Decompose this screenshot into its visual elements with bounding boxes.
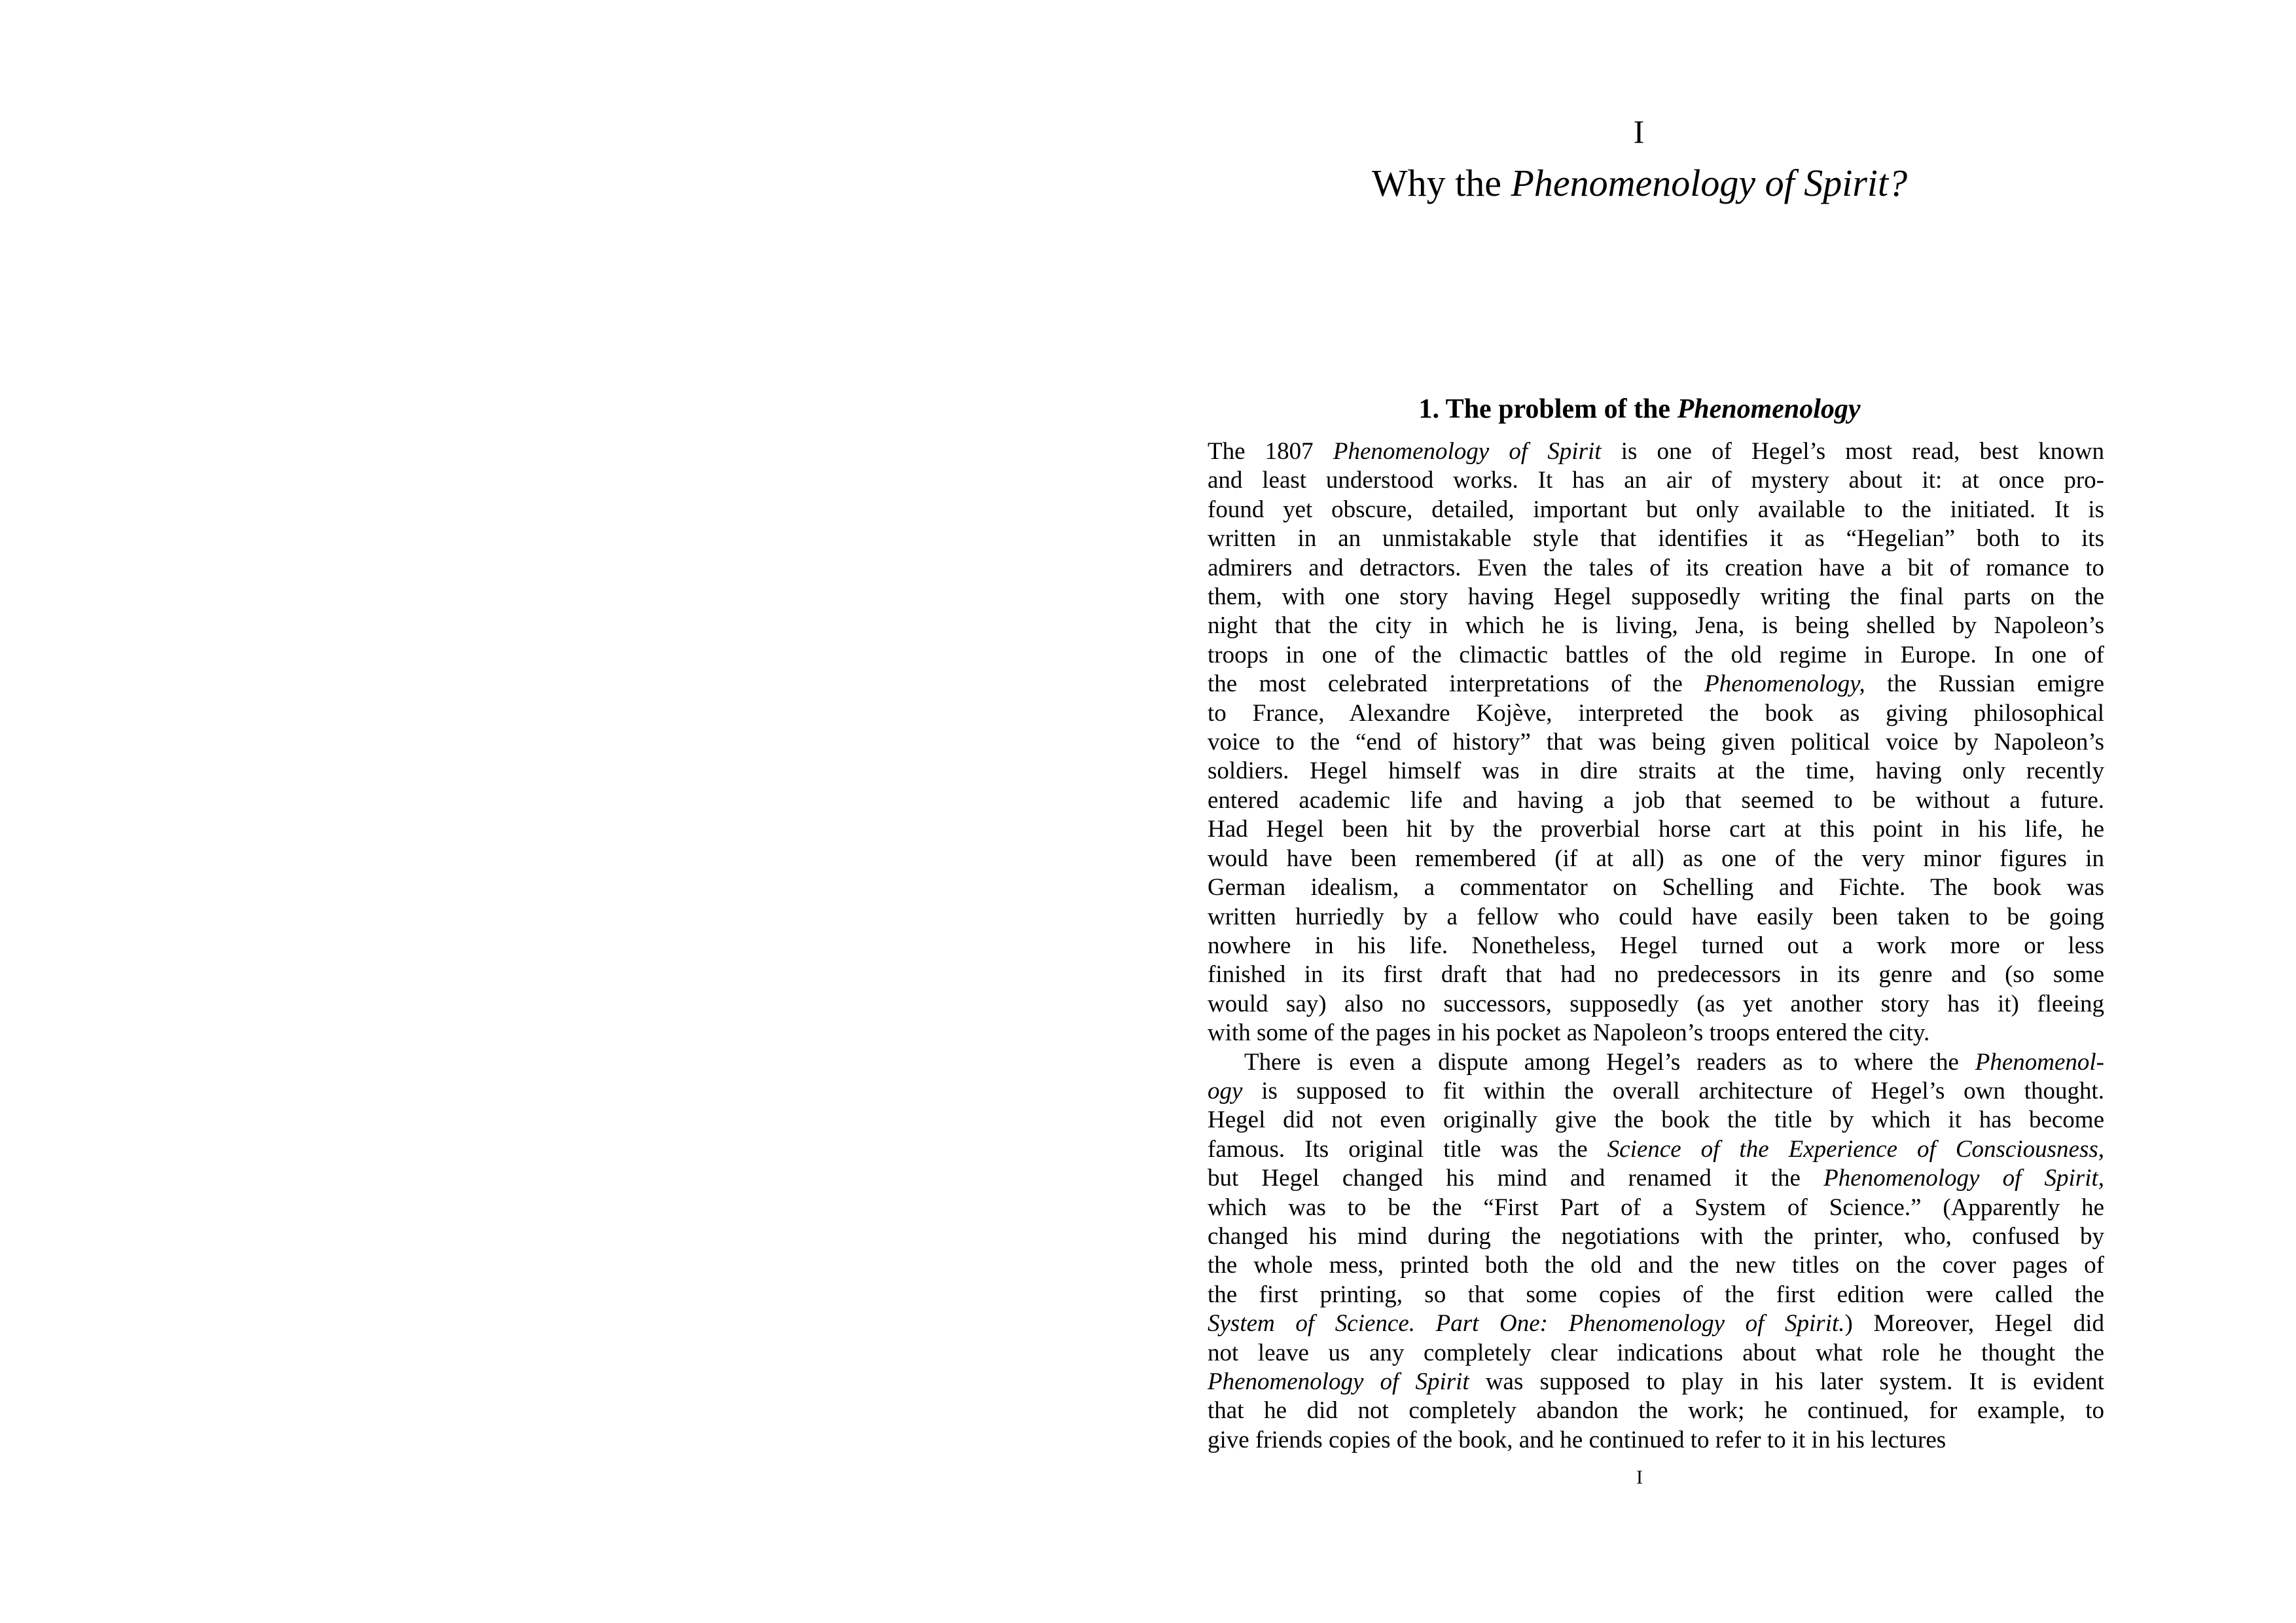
body-text-segment: admirers and detractors. Even the tales of its creation have a bit of romance to [1208, 554, 2104, 581]
body-line [1208, 1194, 2104, 1222]
body-text-segment: which was to be the “First Part of a System of Science.” (Apparently he [1208, 1194, 2104, 1221]
body-line [1208, 611, 2104, 640]
body-line [1208, 1222, 2104, 1251]
body-text-segment: was supposed to play in his later system. It is evident [1469, 1368, 2104, 1395]
body-text-segment: give friends copies of the book, and he continued to refer to it in his lectures [1208, 1426, 1946, 1453]
chapter-title-italic: Phenomenology of Spirit? [1511, 162, 1908, 204]
body-line [1208, 670, 2104, 699]
body-line [1208, 1309, 2104, 1338]
chapter-title-roman: Why the [1371, 162, 1511, 204]
body-line [1208, 932, 2104, 960]
body-line [1208, 1106, 2104, 1135]
body-line [1208, 960, 2104, 989]
body-text-italic-segment: Phenomenol- [1975, 1048, 2104, 1076]
body-line [1208, 1019, 2104, 1048]
body-text-segment: that he did not completely abandon the work; he continued, for example, to [1208, 1397, 2104, 1425]
body-text-italic-segment: Phenomenology of Spirit [1333, 438, 1602, 465]
body-text-segment: German idealism, a commentator on Schelling and Fichte. The book was [1208, 874, 2104, 902]
body-line [1208, 1339, 2104, 1368]
body-text-segment: voice to the “end of history” that was being given political voice by Napoleon’s [1208, 729, 2104, 756]
body-line [1208, 728, 2104, 757]
body-text [1208, 437, 2104, 1455]
body-line [1208, 786, 2104, 815]
body-line [1208, 583, 2104, 611]
body-text-segment: Had Hegel been hit by the proverbial horse cart at this point in his life, he [1208, 816, 2104, 843]
body-line [1208, 1426, 2104, 1455]
body-text-segment: changed his mind during the negotiations with the printer, who, confused by [1208, 1222, 2104, 1250]
body-line [1208, 1164, 2104, 1193]
section-heading-italic: Phenomenology [1677, 394, 1861, 424]
body-text-segment: to France, Alexandre Kojève, interpreted the book as giving philosophical [1208, 699, 2104, 727]
body-line [1208, 1048, 2104, 1077]
body-line [1208, 554, 2104, 583]
body-text-segment: not leave us any completely clear indications about what role he thought the [1208, 1339, 2104, 1366]
body-text-italic-segment: Science of the Experience of Consciousness, [1607, 1135, 2104, 1163]
body-line [1208, 1396, 2104, 1425]
chapter-number: I [1633, 113, 1646, 150]
body-line [1208, 1251, 2104, 1280]
body-text-segment: ) Moreover, Hegel did [1844, 1310, 2104, 1338]
body-text-segment: the first printing, so that some copies of the first edition were called the [1208, 1281, 2104, 1308]
body-text-segment: famous. Its original title was the [1208, 1135, 1607, 1163]
body-line [1208, 641, 2104, 670]
body-line [1208, 757, 2104, 786]
body-text-segment: The 1807 [1208, 438, 1333, 465]
body-text-segment: found yet obscure, detailed, important but only available to the initiated. It is [1208, 496, 2104, 523]
body-text-segment: Hegel did not even originally give the book the title by which it has become [1208, 1106, 2104, 1134]
body-text-segment: but Hegel changed his mind and renamed it the [1208, 1165, 1824, 1192]
body-text-italic-segment: Phenomenology of Spirit [1208, 1368, 1469, 1395]
body-line [1208, 437, 2104, 466]
body-line [1208, 903, 2104, 932]
body-text-segment: There is even a dispute among Hegel’s readers as to where the [1244, 1048, 1975, 1076]
body-text-segment: troops in one of the climactic battles of the old regime in Europe. In one of [1208, 641, 2104, 668]
body-line [1208, 1077, 2104, 1106]
body-line [1208, 699, 2104, 728]
body-line [1208, 815, 2104, 844]
body-text-segment: them, with one story having Hegel supposedly writing the final parts on the [1208, 583, 2104, 611]
section-heading-roman: 1. The problem of the [1418, 394, 1677, 424]
body-line [1208, 873, 2104, 902]
body-line [1208, 466, 2104, 495]
chapter-title [1191, 161, 2088, 205]
body-text-segment: nowhere in his life. Nonetheless, Hegel turned out a work more or less [1208, 932, 2104, 959]
body-text-segment: would say) also no successors, supposedly (as yet another story has it) fleeing [1208, 990, 2104, 1017]
body-text-segment: entered academic life and having a job that seemed to be without a future. [1208, 786, 2104, 814]
body-line [1208, 1281, 2104, 1309]
body-text-segment: soldiers. Hegel himself was in dire straits at the time, having only recently [1208, 757, 2104, 785]
body-line [1208, 990, 2104, 1019]
body-line [1208, 496, 2104, 524]
body-line [1208, 1368, 2104, 1396]
body-text-segment: the Russian emigre [1865, 670, 2104, 698]
body-text-segment: is one of Hegel’s most read, best known [1601, 438, 2104, 465]
body-text-segment: would have been remembered (if at all) as one of the very minor figures in [1208, 845, 2104, 872]
body-text-italic-segment: ogy [1208, 1077, 1243, 1104]
section-heading [1191, 393, 2088, 425]
body-text-segment: finished in its first draft that had no predecessors in its genre and (so some [1208, 961, 2104, 989]
body-line [1208, 524, 2104, 553]
body-text-segment: and least understood works. It has an air of mystery about it: at once pro- [1208, 467, 2104, 494]
body-line [1208, 845, 2104, 873]
body-text-italic-segment: Phenomenology, [1704, 670, 1865, 698]
body-text-segment: the whole mess, printed both the old and the new titles on the cover pages of [1208, 1252, 2104, 1279]
body-line [1208, 1135, 2104, 1164]
body-text-segment: is supposed to fit within the overall architecture of Hegel’s own thought. [1242, 1077, 2104, 1104]
body-text-italic-segment: Phenomenology of Spirit, [1823, 1165, 2105, 1192]
body-text-segment: with some of the pages in his pocket as Napoleon’s troops entered the city. [1208, 1019, 1930, 1047]
body-text-segment: the most celebrated interpretations of the [1208, 670, 1705, 698]
body-text-italic-segment: System of Science. Part One: Phenomenology of Spirit. [1208, 1310, 1845, 1338]
body-text-segment: night that the city in which he is living, Jena, is being shelled by Napoleon’s [1208, 612, 2104, 640]
body-text-segment: written in an unmistakable style that identifies it as “Hegelian” both to its [1208, 525, 2104, 553]
page-number: I [1636, 1467, 1643, 1488]
body-text-segment: written hurriedly by a fellow who could have easily been taken to be going [1208, 903, 2104, 930]
